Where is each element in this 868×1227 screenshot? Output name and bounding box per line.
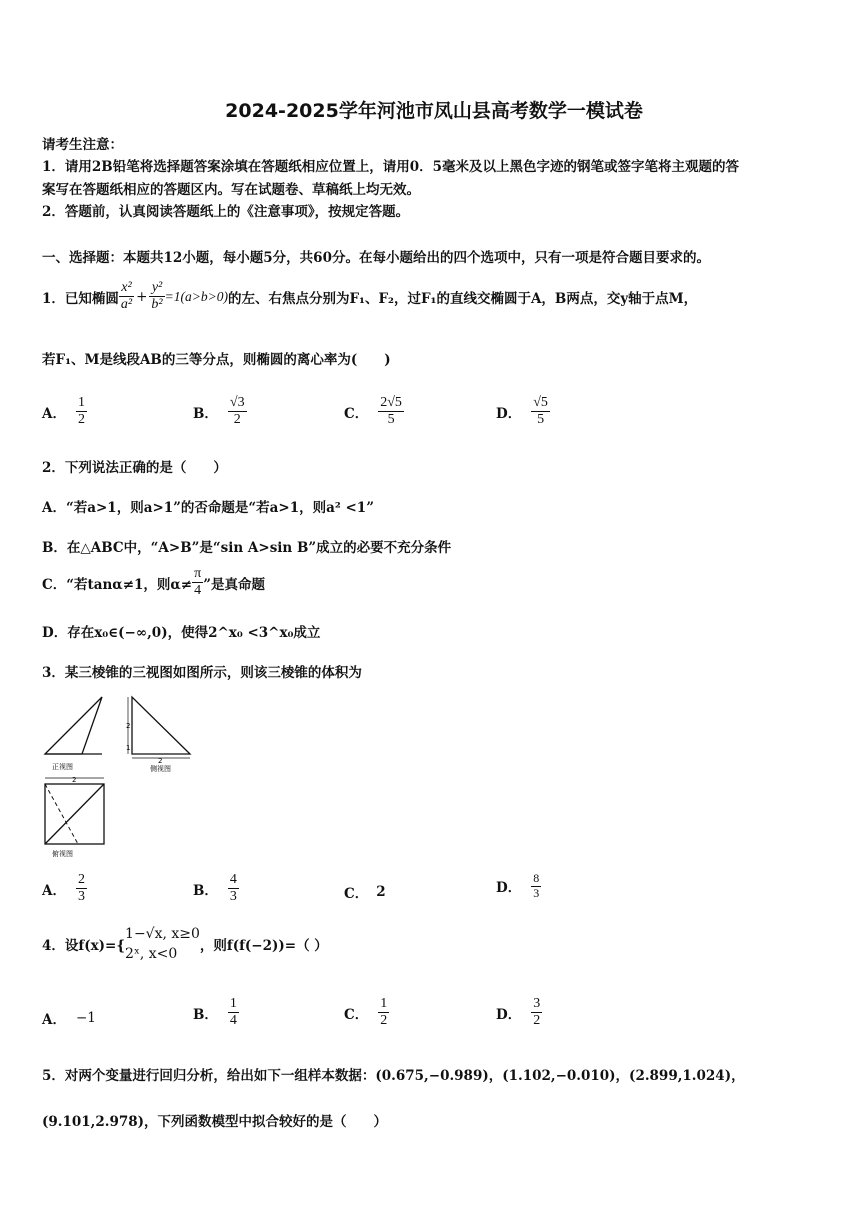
question-5-stem: 5．对两个变量进行回归分析，给出如下一组样本数据：(0.675,−0.989)，(1.102,−0.010)，(2.899,1.024)， <box>42 1068 745 1084</box>
side-view <box>128 697 190 758</box>
q4-option-c[interactable]: C． $\frac{1}{2}$ <box>344 996 388 1029</box>
notice-heading: 请考生注意： <box>42 137 123 153</box>
q1-option-d[interactable]: D． $\frac{√5}{5}$ <box>496 395 548 428</box>
question-1-stem-cont: 若F₁、M是线段AB的三等分点，则椭圆的离心率为( ) <box>42 352 391 368</box>
q3-option-b[interactable]: B． $\frac{4}{3}$ <box>193 872 237 905</box>
question-2-stem: 2．下列说法正确的是（ ） <box>42 460 227 476</box>
front-view-label: 正视图 <box>52 763 73 771</box>
top-view <box>45 778 104 844</box>
q3-option-a[interactable]: A． $\frac{2}{3}$ <box>42 872 85 905</box>
q1-option-a[interactable]: A． $\frac{1}{2}$ <box>42 395 85 428</box>
question-1-stem: 1． 已知椭圆 $\frac{\text{x²}}{\text{a²}}$ + $\frac{\text{y²}}{\text{b²}}$ =1(a>b>0) 的左、右焦点分别为F₁、F₂，过F₁的直线交椭圆于A，B两点，交y轴于点M， <box>42 280 698 313</box>
q2-option-a[interactable]: A．“若a>1，则a>1”的否命题是“若a>1，则a² <1” <box>42 500 374 516</box>
q3-option-c[interactable]: C． 2 <box>344 884 386 902</box>
question-3-stem: 3．某三棱锥的三视图如图所示，则该三棱锥的体积为 <box>42 665 362 681</box>
q2-option-d[interactable]: D．存在x₀∈(−∞,0)，使得2^x₀ <3^x₀成立 <box>42 625 321 641</box>
page-title: 2024-2025学年河池市凤山县高考数学一模试卷 <box>225 100 643 122</box>
notice-line-3: 2．答题前，认真阅读答题纸上的《注意事项》，按规定答题。 <box>42 204 410 220</box>
q4-option-b[interactable]: B． $\frac{1}{4}$ <box>193 996 237 1029</box>
piecewise-cases: 1−√x, x≥0 2ˣ, x<0 <box>125 926 200 963</box>
three-view-figure <box>40 692 200 862</box>
notice-line-1: 1．请用2B铅笔将选择题答案涂填在答题纸相应位置上，请用0．5毫米及以上黑色字迹的钢笔或签字笔将主观题的答 <box>42 159 739 175</box>
notice-line-2: 案写在答题纸相应的答题区内。写在试题卷、草稿纸上均无效。 <box>42 182 420 198</box>
side-view-label: 侧视图 <box>150 765 171 773</box>
fraction-y2-b2: $\frac{\text{y²}}{\text{b²}}$ <box>151 280 163 313</box>
question-4-stem: 4．设f(x)={ 1−√x, x≥0 2ˣ, x<0 ，则f(f(−2))=（ ） <box>42 924 328 965</box>
top-dim-2: 2 <box>72 776 77 784</box>
q2-option-b[interactable]: B．在△ABC中，“A>B”是“sin A>sin B”成立的必要不充分条件 <box>42 540 452 556</box>
fraction-x2-a2: $\frac{\text{x²}}{\text{a²}}$ <box>120 280 133 313</box>
q1-option-c[interactable]: C． $\frac{2√5}{5}$ <box>344 395 402 428</box>
q2-option-c[interactable]: C．“若tanα≠1，则α≠ $\frac{\pi}{4}$ ”是真命题 <box>42 566 265 599</box>
q4-option-d[interactable]: D． $\frac{3}{2}$ <box>496 996 541 1029</box>
top-view-label: 俯视图 <box>52 850 73 858</box>
side-dim-2: 2 <box>126 722 131 730</box>
q3-option-d[interactable]: D． $\frac{8}{3}$ <box>496 871 540 900</box>
side-dim-bottom: 2 <box>158 757 163 765</box>
question-5-stem-cont: (9.101,2.978)，下列函数模型中拟合较好的是（ ） <box>42 1114 388 1130</box>
section-heading: 一、选择题：本题共12小题，每小题5分，共60分。在每小题给出的四个选项中，只有一项是符合题目要求的。 <box>42 250 710 266</box>
front-view <box>45 697 102 754</box>
q1-option-b[interactable]: B． $\frac{√3}{2}$ <box>193 395 245 428</box>
side-dim-1: 1 <box>126 744 131 752</box>
q4-option-a[interactable]: A． −1 <box>42 1010 96 1028</box>
